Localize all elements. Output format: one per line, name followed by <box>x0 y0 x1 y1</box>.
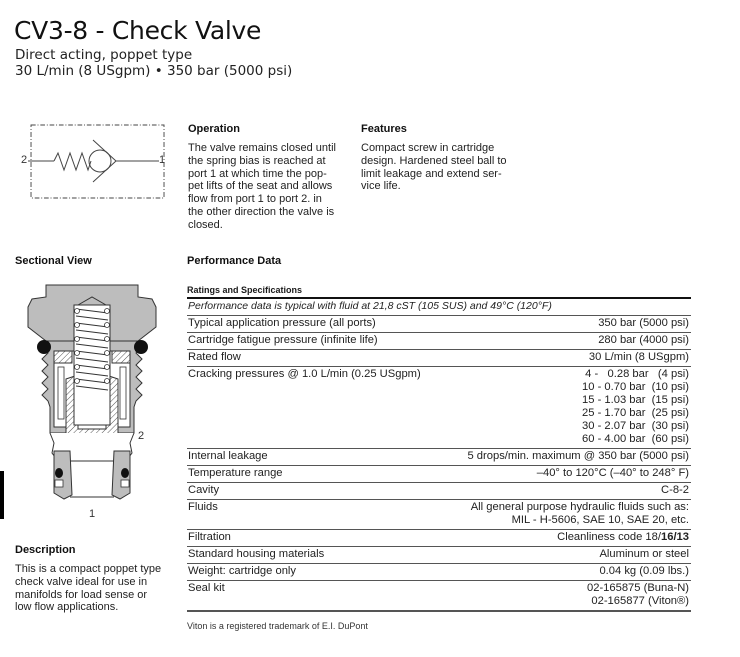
description-heading: Description <box>15 544 76 556</box>
operation-text <box>188 142 353 232</box>
features-text <box>361 142 531 193</box>
performance-heading: Performance Data <box>187 255 282 267</box>
text-line: vice life. <box>361 180 401 193</box>
operation-section <box>188 123 353 232</box>
row-value: All general purpose hydraulic fluids such as: MIL - H-5606, SAE 10, SAE 20, etc. <box>470 501 689 526</box>
table-row <box>187 333 691 350</box>
row-label: Rated flow <box>188 351 241 363</box>
table-row <box>187 564 691 581</box>
row-value: –40° to 120°C (–40° to 248° F) <box>536 467 689 479</box>
row-label: Typical application pressure (all ports) <box>188 317 376 329</box>
text-line: low flow applications. <box>15 601 119 614</box>
row-value: Aluminum or steel <box>599 548 689 560</box>
text-line: port 1 at which time the pop- <box>188 167 327 180</box>
filtration-bold: 16/13 <box>661 531 689 543</box>
row-label: Filtration <box>188 531 231 543</box>
table-row <box>187 483 691 500</box>
table-row <box>187 530 691 547</box>
text-line: flow from port 1 to port 2. in <box>188 193 322 206</box>
specifications-table <box>187 285 691 631</box>
row-value: 30 L/min (8 USgpm) <box>588 351 689 363</box>
text-line: the spring bias is reached at <box>188 154 326 167</box>
row-value: 5 drops/min. maximum @ 350 bar (5000 psi) <box>467 450 689 462</box>
row-value <box>557 531 689 544</box>
sectional-view-heading: Sectional View <box>15 255 92 267</box>
table-note: Performance data is typical with fluid at 21,8 cST (105 SUS) and 49°C (120°F) <box>188 300 552 312</box>
description-text <box>15 563 185 614</box>
check-valve-symbol-icon <box>18 120 168 204</box>
table-row <box>187 350 691 367</box>
table-row <box>187 367 691 449</box>
text-line: limit leakage and extend ser- <box>361 167 502 180</box>
row-label: Weight: cartridge only <box>188 565 296 577</box>
margin-marker <box>0 471 4 519</box>
text-line: design. Hardened steel ball to <box>361 154 507 167</box>
sectional-view-drawing <box>14 283 164 503</box>
row-value: C-8-2 <box>661 484 689 496</box>
page-title: CV3-8 - Check Valve <box>14 16 262 45</box>
text-line: This is a compact poppet type <box>15 563 162 575</box>
features-section <box>361 123 531 193</box>
table-row <box>187 466 691 483</box>
text-line: the other direction the valve is <box>188 205 335 218</box>
description-section <box>15 544 185 614</box>
table-row <box>187 500 691 530</box>
filtration-prefix: Cleanliness code 18/ <box>557 531 661 543</box>
table-caption: Ratings and Specifications <box>187 285 303 295</box>
text-line: check valve ideal for use in <box>15 575 148 588</box>
check-valve-symbol <box>18 120 168 204</box>
subtitle-type: Direct acting, poppet type <box>15 47 193 63</box>
row-label: Cavity <box>188 484 220 496</box>
row-label: Fluids <box>188 501 218 513</box>
features-heading: Features <box>361 123 407 135</box>
text-line: The valve remains closed until <box>188 142 336 154</box>
footnote: Viton is a registered trademark of E.I. DuPont <box>187 621 368 631</box>
section-port-2: 2 <box>138 430 145 442</box>
row-label: Cartridge fatigue pressure (infinite life) <box>188 334 378 346</box>
row-value: 0.04 kg (0.09 lbs.) <box>599 565 689 577</box>
row-label: Standard housing materials <box>188 548 325 560</box>
row-label: Cracking pressures @ 1.0 L/min (0.25 USgpm) <box>188 368 421 380</box>
table-row <box>187 316 691 333</box>
table-row <box>187 449 691 466</box>
table-row <box>187 581 691 612</box>
subtitle-rating: 30 L/min (8 USgpm) • 350 bar (5000 psi) <box>15 63 293 79</box>
operation-heading: Operation <box>188 123 240 135</box>
row-value: 350 bar (5000 psi) <box>598 317 689 329</box>
symbol-port-1: 1 <box>159 154 166 166</box>
text-line: manifolds for load sense or <box>15 588 148 601</box>
row-value: 02-165875 (Buna-N) 02-165877 (Viton®) <box>587 582 689 607</box>
row-value: 4 - 0.28 bar (4 psi) 10 - 0.70 bar (10 psi) 15 - 1.03 bar (15 psi) 25 - 1.70 bar (25 psi) 30 - 2.07 bar (30 psi) 60 - 4.00 bar (60 psi) <box>582 368 689 445</box>
text-line: closed. <box>188 218 223 231</box>
row-value: 280 bar (4000 psi) <box>598 334 689 346</box>
row-label: Internal leakage <box>188 450 268 462</box>
row-label: Temperature range <box>188 467 283 479</box>
table-row <box>187 547 691 564</box>
symbol-port-2: 2 <box>21 154 28 166</box>
text-line: Compact screw in cartridge <box>361 142 495 154</box>
valve-cross-section-icon <box>14 283 164 503</box>
table-note-row <box>187 299 691 316</box>
text-line: pet lifts of the seat and allows <box>188 180 333 193</box>
section-port-1: 1 <box>89 508 96 520</box>
row-label: Seal kit <box>188 582 225 594</box>
